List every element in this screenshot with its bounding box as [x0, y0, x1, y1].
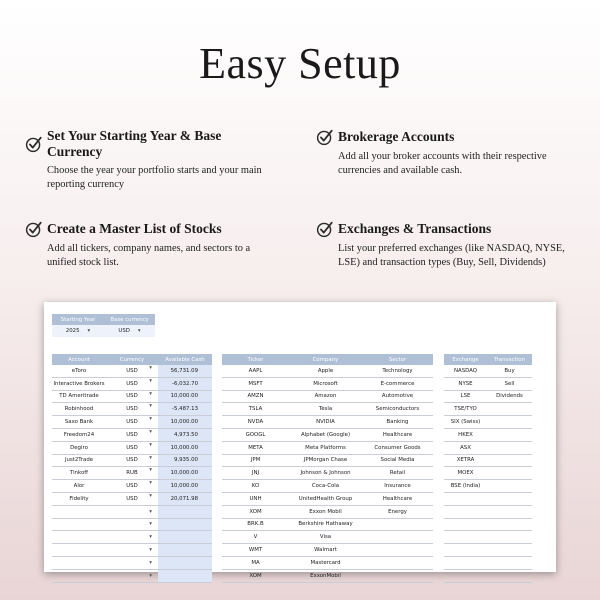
transaction-cell[interactable] [487, 505, 532, 518]
currency-value: USD [126, 367, 138, 374]
table-row [444, 480, 532, 493]
base-currency-select[interactable] [104, 325, 155, 337]
sector-cell[interactable]: Energy [362, 505, 433, 518]
available-cash-cell[interactable]: 4,973.50 [158, 428, 212, 441]
table-row [222, 480, 433, 493]
feature-description: Choose the year your portfolio starts and your main reporting currency [47, 165, 262, 190]
dropdown-arrow-icon: ▾ [149, 403, 152, 410]
table-row [52, 416, 212, 429]
available-cash-cell[interactable]: -6,032.70 [158, 377, 212, 390]
company-cell[interactable]: Coca-Cola [289, 480, 362, 493]
transaction-cell[interactable] [487, 441, 532, 454]
currency-value: USD [126, 483, 138, 490]
exchange-cell[interactable]: SIX (Swiss) [444, 416, 487, 429]
dropdown-arrow-icon: ▾ [149, 416, 152, 423]
account-cell[interactable] [52, 531, 106, 544]
table-row [444, 556, 532, 569]
currency-select[interactable] [106, 428, 158, 441]
column-header: Sector [362, 354, 433, 365]
dropdown-arrow-icon: ▾ [149, 559, 152, 566]
transaction-cell[interactable]: Buy [487, 365, 532, 377]
check-circle-icon [25, 135, 43, 153]
setup-table [52, 314, 155, 337]
transaction-cell[interactable] [487, 518, 532, 531]
ticker-cell[interactable]: AAPL [222, 365, 289, 377]
table-row [52, 556, 212, 569]
table-row [222, 531, 433, 544]
table-row [222, 441, 433, 454]
sector-cell[interactable] [362, 544, 433, 557]
dropdown-arrow-icon: ▾ [149, 508, 152, 515]
sector-cell[interactable]: E-commerce [362, 377, 433, 390]
currency-value: USD [126, 431, 138, 438]
table-row [444, 492, 532, 505]
currency-value: USD [126, 380, 138, 387]
table-row [444, 441, 532, 454]
table-row [444, 416, 532, 429]
table-row [222, 377, 433, 390]
exchanges-table [444, 354, 532, 583]
account-cell[interactable] [52, 518, 106, 531]
exchange-cell[interactable] [444, 556, 487, 569]
currency-select[interactable] [106, 544, 158, 557]
table-row [222, 544, 433, 557]
sector-cell[interactable]: Insurance [362, 480, 433, 493]
ticker-cell[interactable]: XOM [222, 505, 289, 518]
table-row [222, 428, 433, 441]
available-cash-cell[interactable]: -5,487.13 [158, 403, 212, 416]
column-header: Company [289, 354, 362, 365]
table-row [222, 403, 433, 416]
currency-select[interactable] [106, 390, 158, 403]
dropdown-arrow-icon: ▾ [149, 441, 152, 448]
dropdown-arrow-icon: ▾ [137, 327, 141, 334]
table-row [222, 556, 433, 569]
sector-cell[interactable] [362, 531, 433, 544]
currency-select[interactable] [106, 416, 158, 429]
account-cell[interactable]: TD Ameritrade [52, 390, 106, 403]
table-row [52, 428, 212, 441]
check-circle-icon [316, 128, 334, 146]
account-cell[interactable]: Alor [52, 480, 106, 493]
base-currency-value: USD [118, 327, 130, 334]
feature-title: Set Your Starting Year & Base Currency [47, 128, 222, 159]
transaction-cell[interactable] [487, 454, 532, 467]
dropdown-arrow-icon: ▾ [149, 365, 152, 371]
feature-starting-year [25, 128, 275, 192]
transaction-cell[interactable] [487, 428, 532, 441]
company-cell[interactable]: ExxonMobil [289, 569, 362, 582]
page-title: Easy Setup [199, 39, 401, 88]
accounts-table [52, 354, 212, 583]
column-header: Exchange [444, 354, 487, 365]
currency-value: USD [126, 495, 138, 502]
dropdown-arrow-icon: ▾ [149, 492, 152, 499]
transaction-cell[interactable] [487, 569, 532, 582]
exchange-cell[interactable] [444, 492, 487, 505]
table-row [222, 416, 433, 429]
available-cash-cell[interactable] [158, 569, 212, 582]
exchange-cell[interactable]: NYSE [444, 377, 487, 390]
table-row [52, 480, 212, 493]
transaction-cell[interactable] [487, 544, 532, 557]
table-row [444, 531, 532, 544]
ticker-cell[interactable]: JNJ [222, 467, 289, 480]
table-row [222, 492, 433, 505]
currency-select[interactable] [106, 454, 158, 467]
company-cell[interactable]: Mastercard [289, 556, 362, 569]
table-row [444, 544, 532, 557]
currency-value: USD [126, 444, 138, 451]
currency-select[interactable] [106, 556, 158, 569]
table-row [444, 403, 532, 416]
available-cash-cell[interactable]: 9,935.00 [158, 454, 212, 467]
feature-title: Exchanges & Transactions [338, 221, 492, 236]
feature-description: Add all your broker accounts with their respective currencies and available cash. [338, 151, 547, 176]
currency-value: USD [126, 393, 138, 400]
transaction-cell[interactable]: Sell [487, 377, 532, 390]
check-circle-icon [316, 220, 334, 238]
exchange-cell[interactable] [444, 505, 487, 518]
exchange-cell[interactable]: ASX [444, 441, 487, 454]
sector-cell[interactable]: Healthcare [362, 428, 433, 441]
table-row [444, 505, 532, 518]
table-row [222, 365, 433, 377]
column-header: Base currency [104, 314, 155, 325]
dropdown-arrow-icon: ▾ [149, 534, 152, 541]
feature-brokerage-accounts [316, 128, 566, 178]
ticker-cell[interactable]: META [222, 441, 289, 454]
sector-cell[interactable] [362, 518, 433, 531]
currency-select[interactable] [106, 441, 158, 454]
ticker-cell[interactable]: JPM [222, 454, 289, 467]
table-row [222, 518, 433, 531]
company-cell[interactable]: Amazon [289, 390, 362, 403]
currency-select[interactable] [106, 365, 158, 377]
table-row [444, 569, 532, 582]
account-cell[interactable]: Fidelity [52, 492, 106, 505]
table-row [444, 377, 532, 390]
available-cash-cell[interactable]: 56,731.09 [158, 365, 212, 377]
transaction-cell[interactable] [487, 556, 532, 569]
ticker-cell[interactable]: BRK.B [222, 518, 289, 531]
starting-year-value: 2025 [65, 327, 80, 334]
column-header: Available Cash [158, 354, 212, 365]
table-row [52, 390, 212, 403]
table-row [222, 390, 433, 403]
spreadsheet-preview [44, 302, 556, 579]
dropdown-arrow-icon: ▾ [149, 390, 152, 397]
company-cell[interactable]: Tesla [289, 403, 362, 416]
table-row [444, 467, 532, 480]
currency-select[interactable] [106, 377, 158, 390]
transaction-cell[interactable] [487, 416, 532, 429]
table-row [222, 569, 433, 582]
sector-cell[interactable]: Social Media [362, 454, 433, 467]
starting-year-select[interactable] [52, 325, 104, 337]
dropdown-arrow-icon: ▾ [149, 521, 152, 528]
table-row [52, 403, 212, 416]
feature-description: Add all tickers, company names, and sectors to a unified stock list. [47, 243, 251, 268]
dropdown-arrow-icon: ▾ [87, 327, 91, 334]
available-cash-cell[interactable]: 10,000.00 [158, 441, 212, 454]
table-row [52, 569, 212, 582]
sector-cell[interactable]: Consumer Goods [362, 441, 433, 454]
dropdown-arrow-icon: ▾ [149, 547, 152, 554]
company-cell[interactable]: Johnson & Johnson [289, 467, 362, 480]
table-row [52, 365, 212, 377]
ticker-cell[interactable]: NVDA [222, 416, 289, 429]
exchange-cell[interactable]: NASDAQ [444, 365, 487, 377]
table-row [444, 428, 532, 441]
dropdown-arrow-icon: ▾ [149, 454, 152, 461]
available-cash-cell[interactable] [158, 531, 212, 544]
account-cell[interactable]: Tinkoff [52, 467, 106, 480]
exchange-cell[interactable]: XETRA [444, 454, 487, 467]
table-row [52, 467, 212, 480]
ticker-cell[interactable]: MA [222, 556, 289, 569]
company-cell[interactable]: NVIDIA [289, 416, 362, 429]
currency-select[interactable] [106, 531, 158, 544]
feature-title: Create a Master List of Stocks [47, 221, 222, 236]
company-cell[interactable]: Walmart [289, 544, 362, 557]
company-cell[interactable]: Exxon Mobil [289, 505, 362, 518]
feature-description: List your preferred exchanges (like NASDAQ, NYSE, LSE) and transaction types (Buy, Sell, Dividends) [338, 243, 565, 268]
table-row [444, 518, 532, 531]
company-cell[interactable]: UnitedHealth Group [289, 492, 362, 505]
available-cash-cell[interactable] [158, 556, 212, 569]
exchange-cell[interactable]: BSE (India) [444, 480, 487, 493]
exchange-cell[interactable]: HKEX [444, 428, 487, 441]
currency-select[interactable] [106, 480, 158, 493]
account-cell[interactable] [52, 569, 106, 582]
table-row [52, 518, 212, 531]
table-row [52, 531, 212, 544]
table-row [52, 441, 212, 454]
ticker-cell[interactable]: AMZN [222, 390, 289, 403]
ticker-cell[interactable]: MSFT [222, 377, 289, 390]
sector-cell[interactable]: Healthcare [362, 492, 433, 505]
column-header: Transaction [487, 354, 532, 365]
ticker-cell[interactable]: UNH [222, 492, 289, 505]
exchange-cell[interactable]: MOEX [444, 467, 487, 480]
account-cell[interactable] [52, 556, 106, 569]
table-row [52, 544, 212, 557]
ticker-cell[interactable]: WMT [222, 544, 289, 557]
account-cell[interactable] [52, 505, 106, 518]
table-row [444, 454, 532, 467]
column-header: Starting Year [52, 314, 104, 325]
available-cash-cell[interactable] [158, 518, 212, 531]
table-row [444, 390, 532, 403]
dropdown-arrow-icon: ▾ [149, 480, 152, 487]
company-cell[interactable]: JPMorgan Chase [289, 454, 362, 467]
feature-master-list [25, 220, 275, 270]
table-row [444, 365, 532, 377]
company-cell[interactable]: Berkshire Hathaway [289, 518, 362, 531]
currency-value: RUB [126, 470, 138, 477]
ticker-cell[interactable]: V [222, 531, 289, 544]
available-cash-cell[interactable]: 10,000.00 [158, 416, 212, 429]
table-row [222, 505, 433, 518]
feature-exchanges-transactions [316, 220, 566, 270]
currency-select[interactable] [106, 403, 158, 416]
ticker-cell[interactable]: KO [222, 480, 289, 493]
transaction-cell[interactable] [487, 531, 532, 544]
sector-cell[interactable]: Automotive [362, 390, 433, 403]
currency-value: USD [126, 406, 138, 413]
exchange-cell[interactable] [444, 569, 487, 582]
table-row [222, 467, 433, 480]
available-cash-cell[interactable]: 10,000.00 [158, 390, 212, 403]
column-header: Ticker [222, 354, 289, 365]
account-cell[interactable]: Saxo Bank [52, 416, 106, 429]
stocks-table [222, 354, 433, 583]
company-cell[interactable]: Meta Platforms [289, 441, 362, 454]
currency-value: USD [126, 457, 138, 464]
account-cell[interactable]: Degiro [52, 441, 106, 454]
table-row [222, 454, 433, 467]
table-row [52, 377, 212, 390]
dropdown-arrow-icon: ▾ [149, 467, 152, 474]
exchange-cell[interactable]: LSE [444, 390, 487, 403]
company-cell[interactable]: Microsoft [289, 377, 362, 390]
currency-select[interactable] [106, 518, 158, 531]
exchange-cell[interactable] [444, 544, 487, 557]
sector-cell[interactable] [362, 569, 433, 582]
transaction-cell[interactable]: Dividends [487, 390, 532, 403]
available-cash-cell[interactable]: 10,000.00 [158, 467, 212, 480]
ticker-cell[interactable]: GOOGL [222, 428, 289, 441]
company-cell[interactable]: Alphabet (Google) [289, 428, 362, 441]
account-cell[interactable]: Interactive Brokers [52, 377, 106, 390]
exchange-cell[interactable] [444, 531, 487, 544]
ticker-cell[interactable]: XOM [222, 569, 289, 582]
sector-cell[interactable]: Technology [362, 365, 433, 377]
column-header: Currency [106, 354, 158, 365]
ticker-cell[interactable]: TSLA [222, 403, 289, 416]
column-header: Account [52, 354, 106, 365]
table-row [52, 454, 212, 467]
available-cash-cell[interactable] [158, 544, 212, 557]
check-circle-icon [25, 220, 43, 238]
table-row [52, 492, 212, 505]
available-cash-cell[interactable] [158, 505, 212, 518]
currency-select[interactable] [106, 569, 158, 582]
account-cell[interactable]: Freedom24 [52, 428, 106, 441]
sector-cell[interactable] [362, 556, 433, 569]
account-cell[interactable]: Robinhood [52, 403, 106, 416]
available-cash-cell[interactable]: 20,071.98 [158, 492, 212, 505]
account-cell[interactable]: eToro [52, 365, 106, 377]
transaction-cell[interactable] [487, 492, 532, 505]
sector-cell[interactable]: Semiconductors [362, 403, 433, 416]
exchange-cell[interactable] [444, 518, 487, 531]
currency-select[interactable] [106, 492, 158, 505]
account-cell[interactable] [52, 544, 106, 557]
currency-select[interactable] [106, 505, 158, 518]
exchange-cell[interactable]: TSE/TYO [444, 403, 487, 416]
company-cell[interactable]: Visa [289, 531, 362, 544]
transaction-cell[interactable] [487, 467, 532, 480]
dropdown-arrow-icon: ▾ [149, 428, 152, 435]
table-row [52, 505, 212, 518]
transaction-cell[interactable] [487, 480, 532, 493]
dropdown-arrow-icon: ▾ [149, 572, 152, 579]
transaction-cell[interactable] [487, 403, 532, 416]
company-cell[interactable]: Apple [289, 365, 362, 377]
available-cash-cell[interactable]: 10,000.00 [158, 480, 212, 493]
sector-cell[interactable]: Retail [362, 467, 433, 480]
dropdown-arrow-icon: ▾ [149, 377, 152, 384]
sector-cell[interactable]: Banking [362, 416, 433, 429]
feature-title: Brokerage Accounts [338, 129, 455, 144]
currency-select[interactable] [106, 467, 158, 480]
account-cell[interactable]: Just2Trade [52, 454, 106, 467]
currency-value: USD [126, 419, 138, 426]
